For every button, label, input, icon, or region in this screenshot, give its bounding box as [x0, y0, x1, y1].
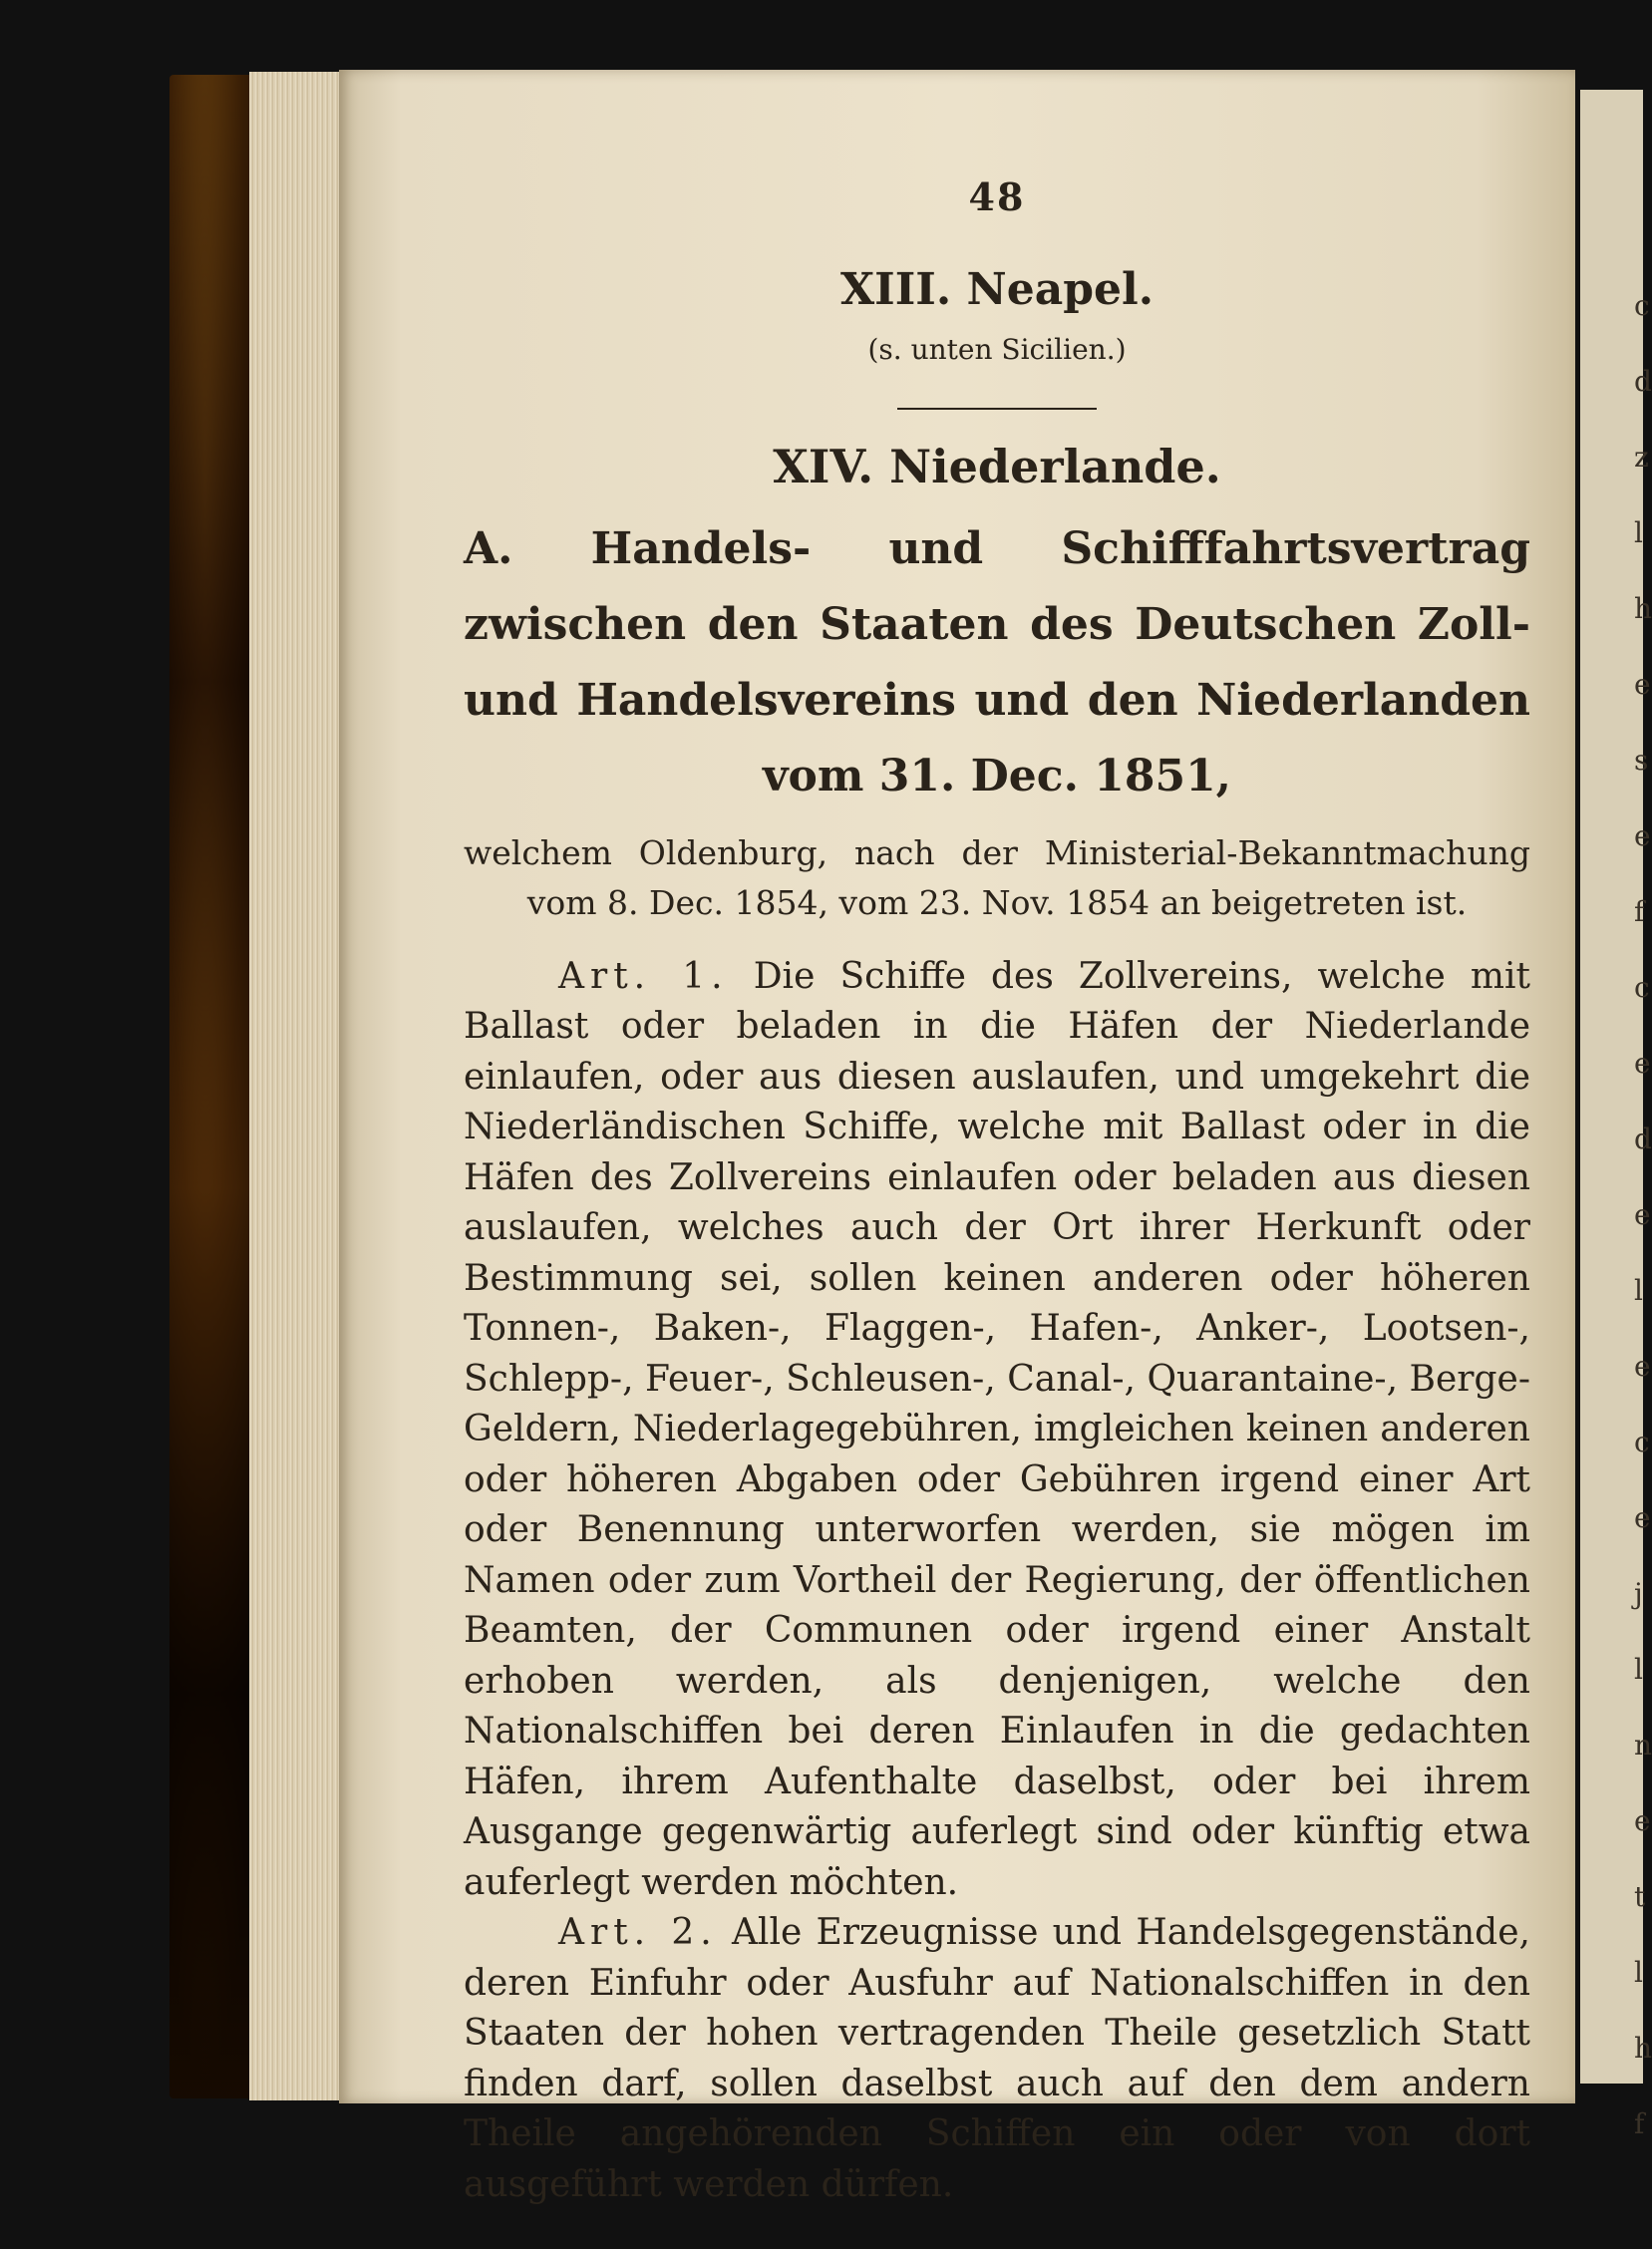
adjacent-page-letter: l — [1634, 516, 1643, 549]
treaty-title-text: Handels- und Schifffahrtsvertrag zwischen den Staaten des Deutschen Zoll- und Handelsvereins und den Niederlanden vom 31. Dec. 1851, — [464, 522, 1530, 802]
adjacent-page-letter: l — [1634, 1956, 1643, 1989]
section-xiii-heading — [464, 264, 1530, 366]
adjacent-page-letter: h — [1634, 2032, 1652, 2065]
adjacent-page-letter: e — [1634, 1804, 1651, 1837]
adjacent-page-letter: j — [1634, 1577, 1643, 1610]
adjacent-page-letter: l — [1634, 1274, 1643, 1307]
page-content — [464, 174, 1530, 2210]
page-number: 48 — [968, 174, 1026, 219]
section-xiii-title: Neapel. — [966, 264, 1155, 315]
section-xiii-note: (s. unten Sicilien.) — [867, 332, 1127, 366]
adjacent-page-letter: l — [1634, 1653, 1643, 1686]
adjacent-page-letter: t — [1634, 1880, 1646, 1913]
treaty-title — [464, 511, 1530, 814]
treaty-letter: A. — [464, 522, 513, 574]
adjacent-page-letter: n — [1634, 1729, 1652, 1762]
article-2-text: Alle Erzeugnisse und Handelsgegenstände, deren Einfuhr oder Ausfuhr auf Nationalschiffen in den Staaten der hohen vertragenden Theile gesetzlich Statt finden darf, sollen daselbst auch auf den dem andern Theile angehörenden Schiffen ein oder von dort ausgeführt werden dürfen. — [464, 1912, 1530, 2205]
article-2 — [464, 1908, 1530, 2210]
adjacent-page-letter: d — [1634, 365, 1652, 398]
adjacent-page-letter: e — [1634, 1198, 1651, 1231]
adjacent-page-letter: e — [1634, 1047, 1651, 1080]
adjacent-page-letter: c — [1634, 1426, 1650, 1458]
adjacent-page-letter: z — [1634, 441, 1649, 474]
adjacent-page-letter: h — [1634, 592, 1652, 625]
article-2-label: Art. 2. — [558, 1912, 718, 1954]
adjacent-page-letter: f — [1634, 895, 1645, 928]
treaty-accession-note: welchem Oldenburg, nach der Ministerial-Bekanntmachung vom 8. Dec. 1854, vom 23. Nov. 1854 an beigetreten ist. — [464, 832, 1530, 922]
adjacent-page-letter: e — [1634, 1501, 1651, 1534]
adjacent-page-letter: c — [1634, 971, 1650, 1004]
section-xiii-numeral: XIII. — [839, 264, 952, 315]
adjacent-page-letter: e — [1634, 819, 1651, 852]
section-divider — [897, 408, 1097, 410]
adjacent-page-letter: d — [1634, 1123, 1652, 1155]
article-1-label: Art. 1. — [558, 955, 729, 997]
adjacent-page-letter: e — [1634, 1350, 1651, 1383]
adjacent-page-letter: c — [1634, 289, 1650, 322]
section-xiv-numeral: XIV. — [773, 439, 874, 493]
article-1 — [464, 952, 1530, 1909]
section-xiv-heading — [464, 440, 1530, 493]
adjacent-page-letter: e — [1634, 668, 1651, 701]
section-xiv-title: Niederlande. — [889, 439, 1221, 493]
adjacent-page-letter: s — [1634, 744, 1649, 777]
article-1-text: Die Schiffe des Zollvereins, welche mit Ballast oder beladen in die Häfen der Niederlande einlaufen, oder aus diesen auslaufen, und umgekehrt die Niederländischen Schiffe, welche mit Ballast oder in die Häfen des Zollvereins einlaufen oder beladen aus diesen auslaufen, welches auch der Ort ihrer Herkunft oder Bestimmung sei, sollen keinen anderen oder höheren Tonnen-, Baken-, Flaggen-, Hafen-, Anker-, Lootsen-, Schlepp-, Feuer-, Schleusen-, Canal-, Quarantaine-, Berge-Geldern, Niederlagegebühren, imgleichen keinen anderen oder höheren Abgaben oder Gebühren irgend einer Art oder Benennung unterworfen werden, sie mögen im Namen oder zum Vortheil der Regierung, der öffentlichen Beamten, der Communen oder irgend einer Anstalt erhoben werden, als denjenigen, welche den Nationalschiffen bei deren Einlaufen in die gedachten Häfen, ihrem Aufenthalte daselbst, oder bei ihrem Ausgange gegenwärtig auferlegt sind oder künftig etwa auferlegt werden möchten. — [464, 955, 1530, 1903]
adjacent-page-letter: f — [1634, 2107, 1645, 2140]
adjacent-page-edge — [1580, 90, 1652, 2140]
